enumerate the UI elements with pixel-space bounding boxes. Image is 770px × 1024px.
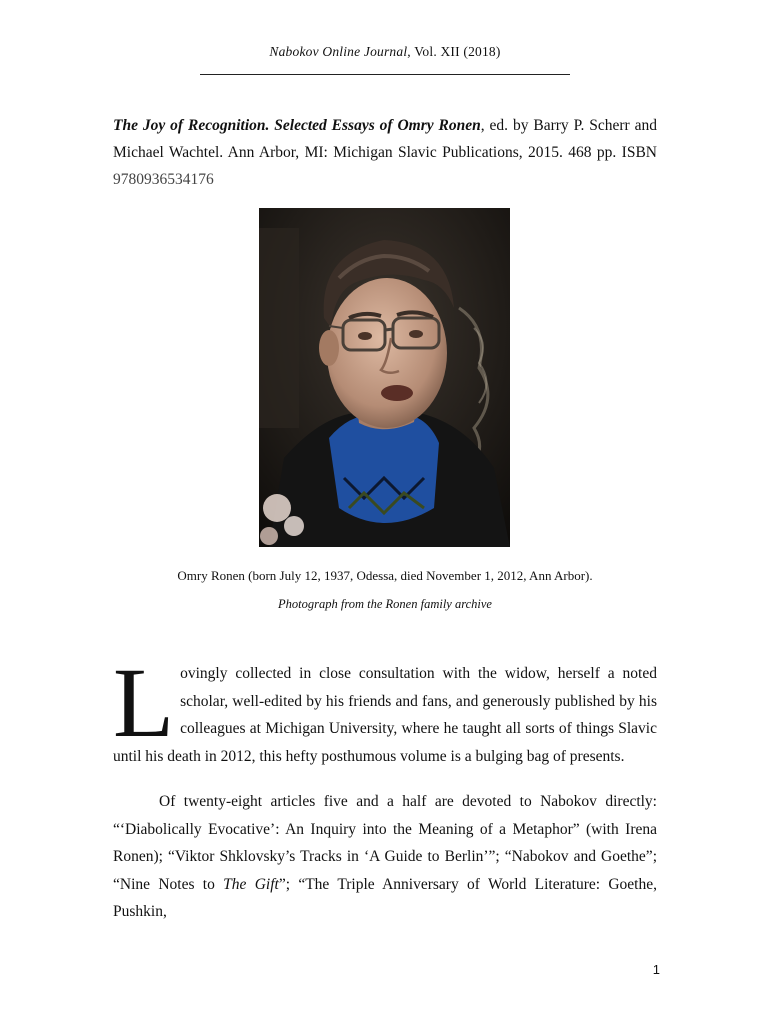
book-title: The Joy of Recognition. Selected Essays of Omry Ronen: [113, 117, 481, 134]
book-citation: [113, 112, 657, 193]
citation-details: , ed. by Barry P. Scherr and Michael Wachtel. Ann Arbor, MI: Michigan Slavic Publications, 2015. 468 pp. ISBN: [113, 117, 657, 161]
paragraph-1-text: ovingly collected in close consultation with the widow, herself a noted scholar, well-edited by his friends and fans, and generously published by his colleagues at Michigan University, where he taught all sorts of things Slavic until his death in 2012, this hefty posthumous volume is a bulging bag of presents.: [113, 665, 657, 765]
isbn-number: 9780936534176: [113, 171, 214, 188]
author-photograph: [259, 208, 510, 547]
the-gift-title: The Gift: [223, 875, 279, 893]
review-body: [113, 647, 657, 941]
journal-title: Nabokov Online Journal: [269, 44, 408, 59]
journal-volume: , Vol. XII (2018): [407, 44, 501, 59]
header-rule: [200, 74, 570, 75]
drop-cap: L: [113, 647, 175, 758]
paragraph-1: [113, 647, 657, 770]
paragraph-2: [113, 788, 657, 926]
page-number: 1: [652, 962, 660, 977]
paragraph-2-text-b: ”; “The Triple Anniversary of World Literature: Goethe, Pushkin,: [113, 875, 657, 920]
paragraph-2-text-a: Of twenty-eight articles five and a half are devoted to Nabokov directly: “‘Diabolically Evocative’: An Inquiry into the Meaning of a Metaphor” (with Irena Ronen); “Viktor Shklovsky’s Tracks in ‘A Guide to Berlin’”; “Nabokov and Goethe”; “Nine Notes to: [113, 793, 657, 893]
running-head: [0, 44, 770, 60]
photo-credit: Photograph from the Ronen family archive: [278, 597, 492, 611]
figure-caption: Omry Ronen (born July 12, 1937, Odessa, died November 1, 2012, Ann Arbor).: [177, 568, 593, 583]
